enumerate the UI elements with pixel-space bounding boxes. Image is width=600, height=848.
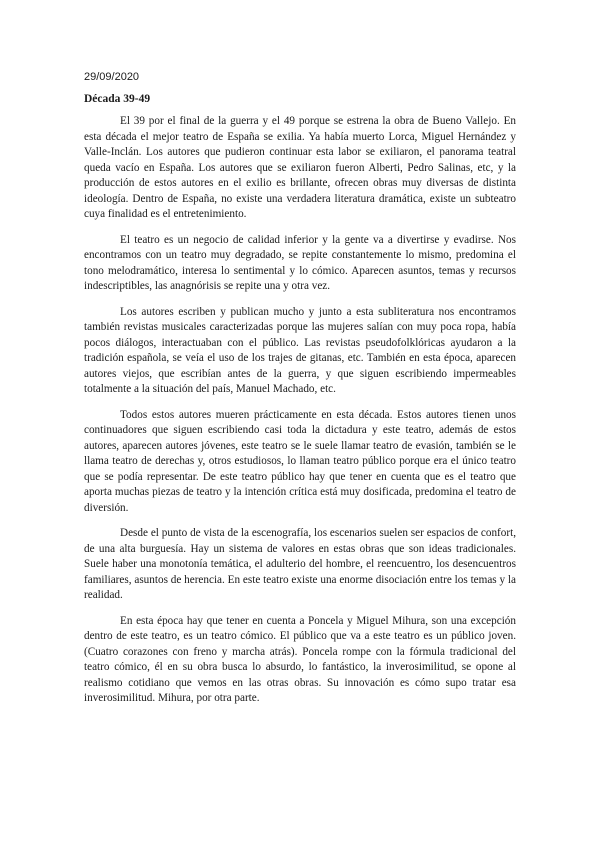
paragraph-3: Los autores escriben y publican mucho y junto a esta subliteratura nos encontramos también revistas musicales caracterizadas porque las mujeres salían con muy poca ropa, había pocos diálogos, interactuaban con el público. Las revistas pseudofolklóricas ayudaron a la tradición española, se veía el uso de los trajes de gitanas, etc. También en esta época, aparecen autores viejos, que escribían antes de la guerra, y que siguen escribiendo impermeables totalmente a la situación del país, Manuel Machado, etc. <box>84 305 516 395</box>
paragraph-5: Desde el punto de vista de la escenografía, los escenarios suelen ser espacios de confort, de una alta burguesía. Hay un sistema de valores en estas obras que son ideas tradicionales. Suele haber una monotonía temática, el adulterio del hombre, el reencuentro, los desencuentros familiares, asuntos de herencia. En este teatro existe una enorme disociación entre los temas y la realidad. <box>84 527 516 601</box>
paragraph-1: El 39 por el final de la guerra y el 49 porque se estrena la obra de Bueno Vallejo. En esta década el mejor teatro de España se exilia. Ya había muerto Lorca, Miguel Hernández y Valle-Inclán. Los autores que pudieron continuar esta labor se exiliaron, el panorama teatral queda vacío en España. Los autores que se exiliaron fueron Alberti, Pedro Salinas, etc, y la producción de estos autores en el exilio es brillante, ofrecen obras muy diversas de distinta ideología. Dentro de España, no existe una verdadera literatura dramática, existe un subteatro cuya finalidad es el entretenimiento. <box>84 115 516 220</box>
section-title: Década 39-49 <box>84 93 151 105</box>
document-page <box>84 70 516 717</box>
paragraph-6: En esta época hay que tener en cuenta a Poncela y Miguel Mihura, son una excepción dentro de este teatro, es un teatro cómico. El público que va a este teatro es un público joven. (Cuatro corazones con freno y marcha atrás). Poncela rompe con la fórmula tradicional del teatro cómico, él en su obra busca lo absurdo, lo fantástico, la inverosimilitud, se opone al realismo cotidiano que vemos en las otras obras. Su innovación es cómo supo tratar esa inverosimilitud. Mihura, por otra parte. <box>84 614 516 704</box>
document-date: 29/09/2020 <box>84 71 140 83</box>
paragraph-4: Todos estos autores mueren prácticamente en esta década. Estos autores tienen unos continuadores que siguen escribiendo casi toda la dictadura y este teatro, además de estos autores, aparecen autores jóvenes, este teatro se le suele llamar teatro de evasión, también se le llama teatro de derechas y, otros estudiosos, lo llaman teatro público porque era el único teatro que se podía representar. De este teatro público hay que tener en cuenta que es el teatro que aporta muchas piezas de teatro y la intención crítica está muy dosificada, predomina el teatro de diversión. <box>84 408 516 514</box>
paragraph-2: El teatro es un negocio de calidad inferior y la gente va a divertirse y evadirse. Nos encontramos con un teatro muy degradado, se repite constantemente lo mismo, predomina el tono melodramático, interesa lo sentimental y lo cómico. Aparecen asuntos, temas y recursos indescriptibles, las anagnórisis se repite una y otra vez. <box>84 233 516 292</box>
